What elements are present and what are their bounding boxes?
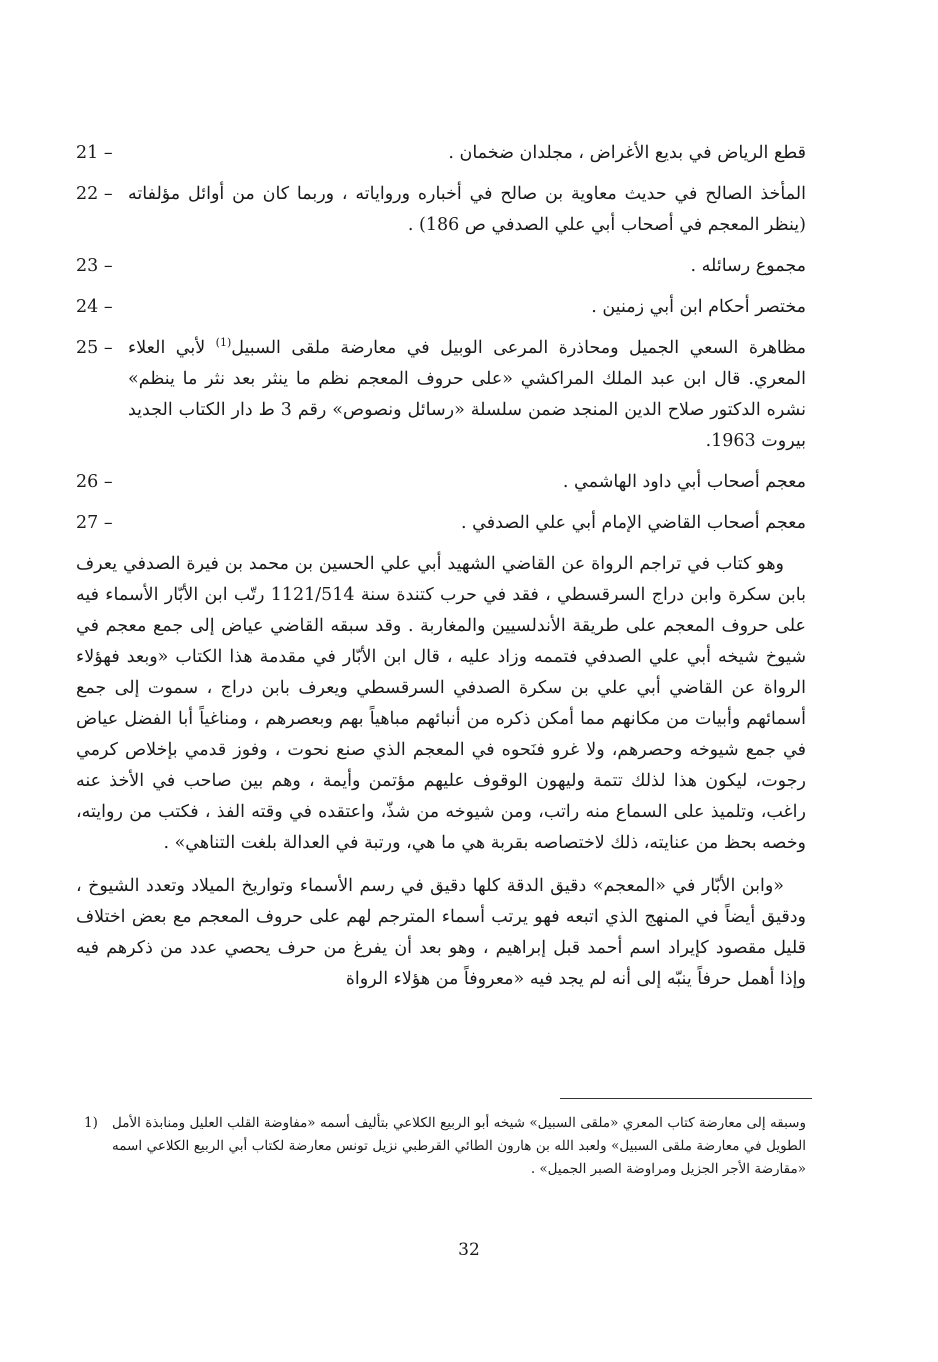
list-item-number: 22 – [76,184,113,204]
list-item [76,138,806,169]
list-item-number: 23 – [76,256,113,276]
list-item [76,179,806,241]
list-item [76,333,806,457]
list-item-text: معجم أصحاب القاضي الإمام أبي علي الصدفي . [461,513,806,533]
main-text [76,138,806,1007]
body-paragraph: «وابن الأبّار في «المعجم» دقيق الدقة كلها دقيق في رسم الأسماء وتواريخ الميلاد وتعدد الشيوخ ، ودقيق أيضاً في المنهج الذي اتبعه فهو يرتب أسماء المترجم لهم على حروف المعجم مع بعض اختلاف قليل مقصود كإيراد اسم أحمد قبل إبراهيم ، وهو بعد أن يفرغ من حرف يحصي عدد من ذكرهم فيه وإذا أهمل حرفاً ينبّه إلى أنه لم يجد فيه «معروفاً من هؤلاء الرواة [76,876,806,989]
footnote-text: وسبقه إلى معارضة كتاب المعري «ملقى السبيل» شيخه أبو الربيع الكلاعي بتأليف أسمه «مفاوضة القلب العليل ومنابذة الأمل الطويل في معارضة ملقى السبيل» ولعبد الله بن هارون الطائي القرطبي نزيل تونس معارضة لكتاب أبي الربيع الكلاعي اسمه «مقارضة الأجر الجزيل ومراوضة الصبر الجميل» . [112,1115,806,1177]
list-item [76,508,806,539]
list-item [76,292,806,323]
list-item-text: قطع الرياض في بديع الأغراض ، مجلدان ضخمان . [448,143,806,163]
list-item-text-part: لأبي العلاء المعري. قال ابن عبد الملك المراكشي «على حروف المعجم نظم ما ينثر بعد نثر ما ينظم» نشره الدكتور صلاح الدين المنجد ضمن سلسلة «رسائل ونصوص» رقم 3 ط دار الكتاب الجديد بيروت 1963. [128,338,806,451]
footnotes [84,1112,806,1181]
footnote-number: 1) [84,1115,98,1131]
list-item [76,251,806,282]
list-item-number: 26 – [76,472,113,492]
footnote [84,1112,806,1181]
body-paragraph: وهو كتاب في تراجم الرواة عن القاضي الشهيد أبي علي الحسين بن محمد بن فيرة الصدفي يعرف بابن سكرة وابن دراج السرقسطي ، فقد في حرب كتندة سنة 1121/514 رتّب ابن الأبّار الأسماء فيه على حروف المعجم على طريقة الأندلسيين والمغاربة . وقد سبقه القاضي عياض إلى جمع معجم في شيوخ شيخه أبي علي الصدفي فتممه وزاد عليه ، قال ابن الأبّار في مقدمة هذا الكتاب «وبعد فهؤلاء الرواة عن القاضي أبي علي بن سكرة الصدفي السرقسطي ويعرف بابن دراج ، سموت إلى جمع أسمائهم وأبيات من مكانهم مما أمكن ذكره من أنبائهم مباهياً بهم وبعصرهم ، ومناغياً أبا الفضل عياض في جمع شيوخه وحصرهم، ولا غرو فنَحوه في المعجم الذي صنع نحوت ، وفوز قدمي بإخلاص كرمي رجوت، ليكون هذا لذلك تتمة وليهون الوقوف عليهم مؤتمن وأيمة ، وهم بين صاحب في الأخذ عنه راغب، وتلميذ على السماع منه راتب، ومن شيوخه من شذّ، واعتقده في وقته الفذ ، فكتب من روايته، وخصه بحظ من عنايته، ذلك لاختصاصه بقربة هي ما هي، ورتبة في العدالة بلغت التناهي» . [76,554,806,853]
list-item-text: مختصر أحكام ابن أبي زمنين . [591,297,806,317]
list-item-number: 25 – [76,338,113,358]
list-item-number: 24 – [76,297,113,317]
list-item-number: 27 – [76,513,113,533]
list-item-text: معجم أصحاب أبي داود الهاشمي . [562,472,806,492]
list-item-text [128,333,806,457]
list-item [76,467,806,498]
list-item-number: 21 – [76,143,113,163]
list-item-text: المأخذ الصالح في حديث معاوية بن صالح في أخباره ورواياته ، وربما كان من أوائل مؤلفاته (ينظر المعجم في أصحاب أبي علي الصدفي ص 186) . [128,184,806,235]
page-number: 32 [458,1240,480,1260]
footnote-divider [560,1098,812,1099]
list-item-text: مجموع رسائله . [690,256,806,276]
list-item-text-part: مظاهرة السعي الجميل ومحاذرة المرعى الوبيل في معارضة ملقى السبيل [231,338,806,358]
footnote-reference: (1) [215,336,232,350]
